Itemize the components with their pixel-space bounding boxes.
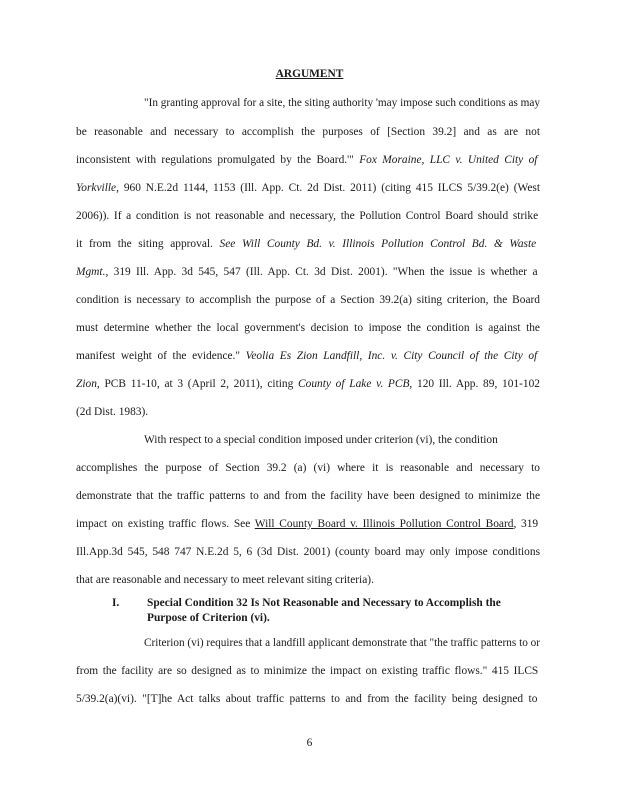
text-segment: be reasonable and necessary to accomplish the purposes of [Section 39.2] and as are not <box>76 126 540 138</box>
text-segment: condition is necessary to accomplish the purpose of a Section 39.2(a) siting criterion, the Board <box>76 294 540 306</box>
text-line <box>76 349 537 363</box>
text-line <box>76 573 374 587</box>
citation-italic: Veolia Es Zion Landfill, Inc. v. City Council of the City of <box>245 350 538 362</box>
text-segment: demonstrate that the traffic patterns to and from the facility have been designed to minimize the <box>76 490 540 502</box>
text-segment: impact on existing traffic flows. See <box>76 518 255 530</box>
text-segment: from the facility are so designed as to minimize the impact on existing traffic flows." 415 ILCS <box>76 665 539 677</box>
text-line <box>76 405 148 419</box>
text-line <box>144 636 540 650</box>
text-line <box>76 181 540 195</box>
text-segment: inconsistent with regulations promulgated by the Board.'" <box>76 154 360 166</box>
text-segment: Criterion (vi) requires that a landfill applicant demonstrate that "the traffic patterns to or <box>144 637 540 649</box>
text-line <box>76 265 538 279</box>
text-segment: , PCB 11-10, at 3 (April 2, 2011), citing <box>96 378 299 390</box>
section-heading: ARGUMENT <box>275 68 344 80</box>
citation-italic: Zion <box>76 378 97 390</box>
text-segment: that are reasonable and necessary to meet relevant siting criteria). <box>76 574 374 586</box>
subsection-number: I. <box>112 597 120 609</box>
text-line <box>76 545 540 559</box>
text-line <box>76 293 540 307</box>
citation-underlined: Will County Board v. Illinois Pollution Control Board <box>254 518 514 530</box>
text-segment: "In granting approval for a site, the siting authority 'may impose such conditions as may <box>144 97 540 109</box>
text-segment: manifest weight of the evidence." <box>76 350 246 362</box>
text-segment: With respect to a special condition imposed under criterion (vi), the condition <box>144 434 498 446</box>
text-segment: , 319 <box>513 518 539 530</box>
text-line <box>76 237 536 251</box>
citation-italic: See Will County Bd. v. Illinois Pollution Control Bd. & Waste <box>219 238 537 250</box>
citation-italic: Yorkville <box>76 182 117 194</box>
citation-italic: Fox Moraine, LLC v. United City of <box>359 154 538 166</box>
page-number: 6 <box>306 737 313 749</box>
text-segment: it from the siting approval. <box>76 238 220 250</box>
text-line <box>76 664 538 678</box>
text-segment: must determine whether the local government's decision to impose the condition is against the <box>76 322 540 334</box>
text-line <box>144 433 498 447</box>
text-segment: , 319 Ill. App. 3d 545, 547 (Ill. App. Ct. 3d Dist. 2001). "When the issue is whether a <box>105 266 538 278</box>
text-line <box>76 377 540 391</box>
text-segment: accomplishes the purpose of Section 39.2 (a) (vi) where it is reasonable and necessary to <box>76 462 540 474</box>
text-segment: , 960 N.E.2d 1144, 1153 (Ill. App. Ct. 2d Dist. 2011) (citing 415 ILCS 5/39.2(e) (West <box>116 182 540 194</box>
subsection-title-line-1: Special Condition 32 Is Not Reasonable and Necessary to Accomplish the <box>147 597 501 609</box>
text-line <box>76 517 538 531</box>
text-segment: Ill.App.3d 545, 548 747 N.E.2d 5, 6 (3d Dist. 2001) (county board may only impose conditions <box>76 546 540 558</box>
citation-italic: Mgmt. <box>76 266 106 278</box>
text-line <box>76 489 540 503</box>
text-line <box>76 153 537 167</box>
text-line <box>76 461 540 475</box>
text-segment: 2006)). If a condition is not reasonable and necessary, the Pollution Control Board should strike <box>76 210 539 222</box>
text-line <box>76 209 538 223</box>
text-line <box>76 125 540 139</box>
text-segment: 5/39.2(a)(vi). "[T]he Act talks about traffic patterns to and from the facility being designed to <box>76 693 538 705</box>
citation-italic: County of Lake v. PCB <box>298 378 410 390</box>
text-line <box>144 96 540 110</box>
text-segment: , 120 Ill. App. 89, 101-102 <box>409 378 540 390</box>
text-line <box>76 692 537 706</box>
subsection-title-line-2: Purpose of Criterion (vi). <box>147 612 270 624</box>
text-segment: (2d Dist. 1983). <box>76 406 149 418</box>
text-line <box>76 321 540 335</box>
